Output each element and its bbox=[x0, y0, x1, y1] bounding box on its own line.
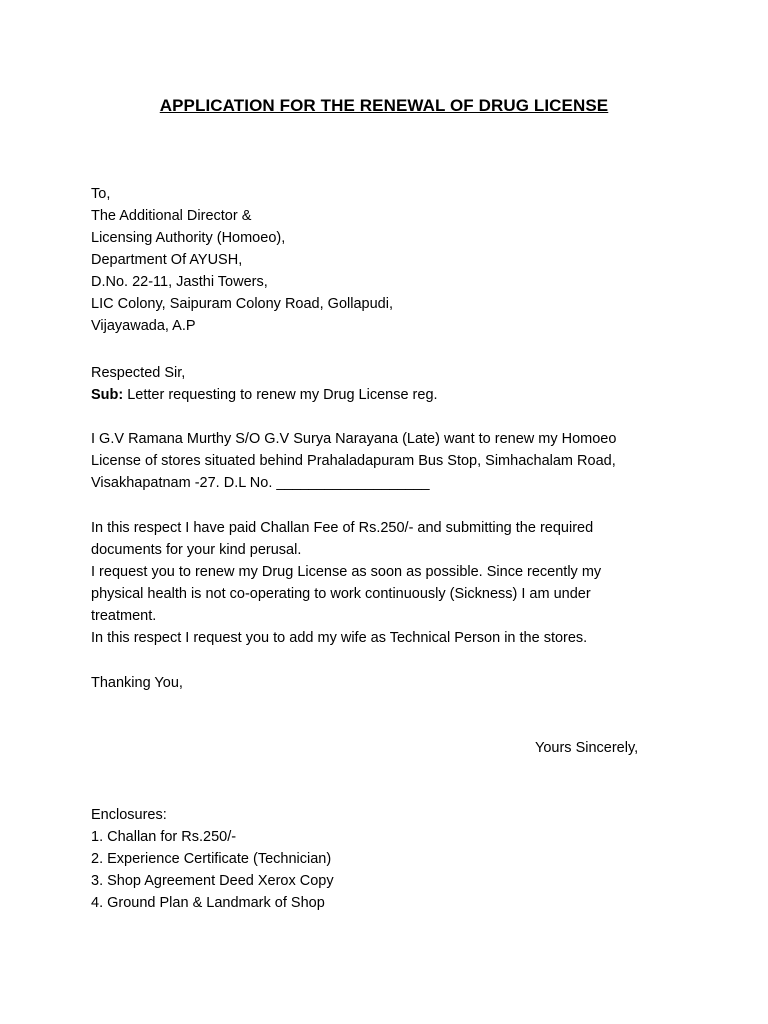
paragraph-renewal-request bbox=[91, 428, 616, 494]
enclosure-item: 4. Ground Plan & Landmark of Shop bbox=[91, 895, 325, 911]
paragraph-details bbox=[91, 517, 601, 649]
address-line: D.No. 22-11, Jasthi Towers, bbox=[91, 274, 268, 290]
paragraph-line: License of stores situated behind Prahaladapuram Bus Stop, Simhachalam Road, bbox=[91, 453, 616, 469]
subject-text: Letter requesting to renew my Drug License reg. bbox=[123, 387, 438, 403]
paragraph-line: physical health is not co-operating to work continuously (Sickness) I am under bbox=[91, 586, 591, 602]
paragraph-line: Visakhapatnam -27. D.L No. ___________________ bbox=[91, 475, 430, 491]
enclosure-item: 3. Shop Agreement Deed Xerox Copy bbox=[91, 873, 334, 889]
address-line: Licensing Authority (Homoeo), bbox=[91, 230, 286, 246]
enclosure-item: 1. Challan for Rs.250/- bbox=[91, 829, 237, 845]
enclosures-list bbox=[91, 804, 334, 914]
subject-label: Sub: bbox=[91, 387, 124, 403]
paragraph-line: treatment. bbox=[91, 608, 157, 624]
address-line: LIC Colony, Saipuram Colony Road, Gollapudi, bbox=[91, 296, 393, 312]
subject-line bbox=[91, 384, 438, 406]
address-line: Vijayawada, A.P bbox=[91, 318, 196, 334]
paragraph-line: documents for your kind perusal. bbox=[91, 542, 302, 558]
greeting: Respected Sir, bbox=[91, 365, 186, 381]
paragraph-line: I G.V Ramana Murthy S/O G.V Surya Narayana (Late) want to renew my Homoeo bbox=[91, 431, 617, 447]
enclosure-item: 2. Experience Certificate (Technician) bbox=[91, 851, 332, 867]
signoff: Yours Sincerely, bbox=[535, 740, 639, 756]
paragraph-line: In this respect I have paid Challan Fee of Rs.250/- and submitting the required bbox=[91, 520, 594, 536]
recipient-address bbox=[91, 183, 393, 337]
address-line: Department Of AYUSH, bbox=[91, 252, 243, 268]
paragraph-line: I request you to renew my Drug License as soon as possible. Since recently my bbox=[91, 564, 602, 580]
closing: Thanking You, bbox=[91, 675, 183, 691]
document-title: APPLICATION FOR THE RENEWAL OF DRUG LICENSE bbox=[159, 96, 609, 115]
enclosures-heading: Enclosures: bbox=[91, 807, 167, 823]
paragraph-line: In this respect I request you to add my wife as Technical Person in the stores. bbox=[91, 630, 588, 646]
address-line: The Additional Director & bbox=[91, 208, 252, 224]
address-to: To, bbox=[91, 186, 111, 202]
